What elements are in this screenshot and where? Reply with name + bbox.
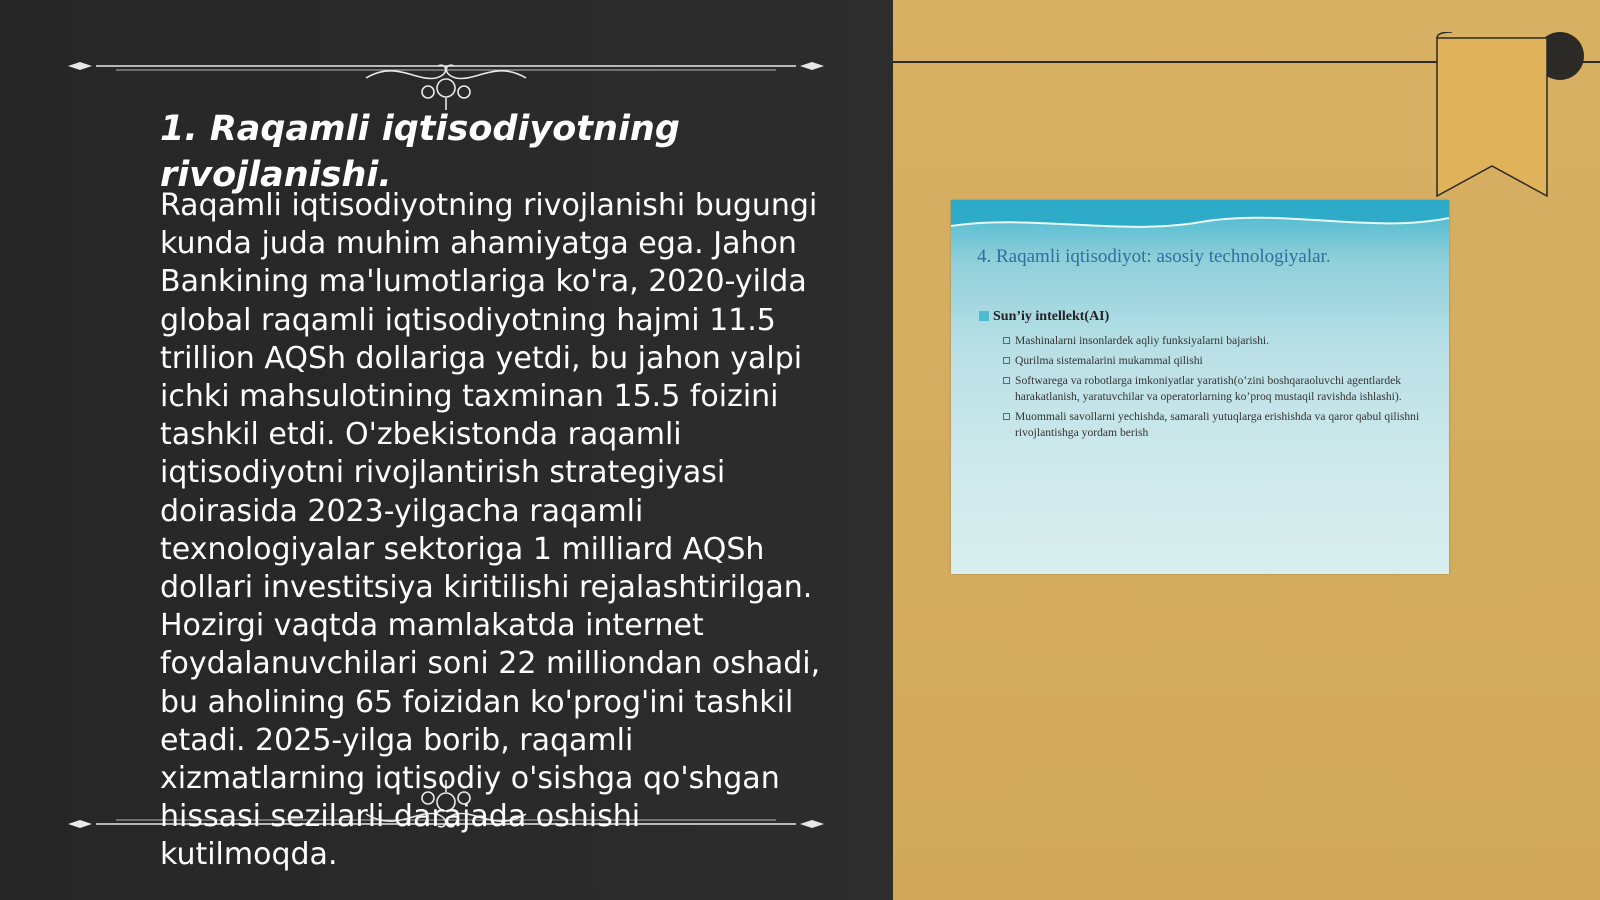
list-item: Qurilma sistemalarini mukammal qilishi (1003, 353, 1428, 369)
thumbnail-heading-label: Sun’iy intellekt(AI) (993, 309, 1110, 324)
thumbnail-bullet-list (1003, 333, 1428, 445)
list-item: Muommali savollarni yechishda, samarali yutuqlarga erishishda va qaror qabul qilishni rivojlantishga yordam berish (1003, 409, 1428, 441)
embedded-slide-thumbnail (951, 200, 1449, 574)
ribbon-bookmark-icon (1432, 32, 1600, 202)
square-bullet-icon (979, 311, 989, 321)
checkbox-bullet-icon (1003, 337, 1010, 344)
thumbnail-heading (979, 309, 1439, 325)
thumbnail-title: 4. Raqamli iqtisodiyot: asosiy technologiyalar. (977, 246, 1331, 267)
list-item: Mashinalarni insonlardek aqliy funksiyalarni bajarishi. (1003, 333, 1428, 349)
checkbox-bullet-icon (1003, 357, 1010, 364)
checkbox-bullet-icon (1003, 377, 1010, 384)
slide-title: 1. Raqamli iqtisodiyotning rivojlanishi. (160, 109, 680, 195)
checkbox-bullet-icon (1003, 413, 1010, 420)
slide-body-text: Raqamli iqtisodiyotning rivojlanishi bugungi kunda juda muhim ahamiyatga ega. Jahon Bankining ma'lumotlariga ko'ra, 2020-yilda global raqamli iqtisodiyotning hajmi 11.5 trillion AQSh dollariga yetdi, bu jahon yalpi ichki mahsulotining taxminan 15.5 foizini tashkil etdi. O'zbekistonda raqamli iqtisodiyotni rivojlantirish strategiyasi doirasida 2023-yilgacha raqamli texnologiyalar sektoriga 1 milliard AQSh dollari investitsiya kiritilishi rejalashtirilgan. Hozirgi vaqtda mamlakatda internet foydalanuvchilari soni 22 milliondan oshadi, bu aholining 65 foizidan ko'prog'ini tashkil etadi. 2025-yilga borib, raqamli xizmatlarning iqtisodiy o'sishga qo'shgan hissasi sezilarli darajada oshishi kutilmoqda. (160, 188, 821, 873)
thumbnail-wave-decoration (951, 200, 1449, 250)
list-item: Softwarega va robotlarga imkoniyatlar yaratish(o’zini boshqaraoluvchi agentlardek harakatlanish, yaratuvchilar va operatorlarning ko’proq mustaqil ravishda ishlashi). (1003, 373, 1428, 405)
